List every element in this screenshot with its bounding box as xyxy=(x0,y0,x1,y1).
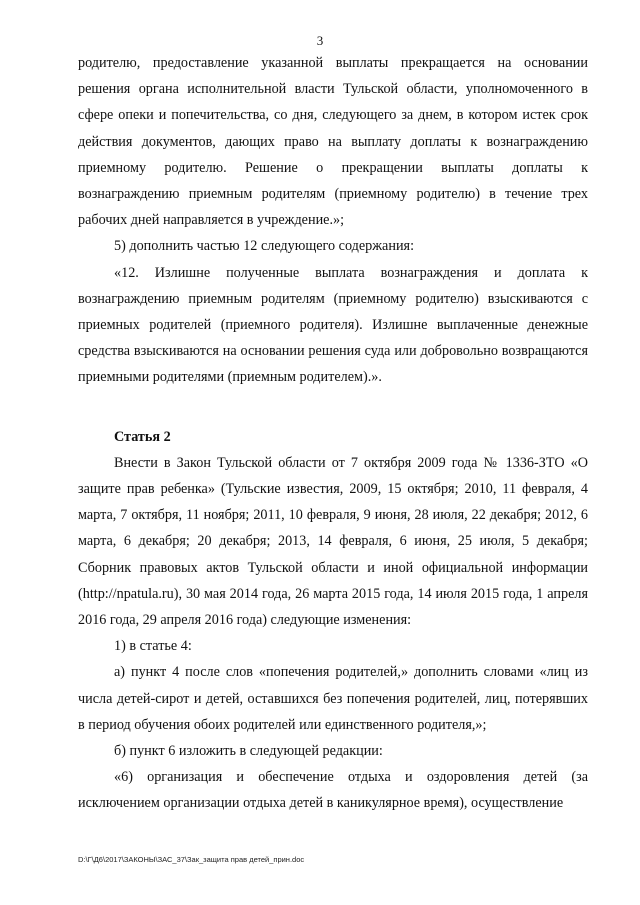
paragraph-part-12: «12. Излишне полученные выплата вознаграждения и доплата к вознаграждению приемным родителям (приемному родителю) взыскиваются с приемных родителей (приемного родителя). Излишне выплаченные денежные средства взыскиваются на основании решения суда или добровольно возвращаются приемными родителями (приемным родителем).». xyxy=(78,264,588,386)
paragraph-item-5: 5) дополнить частью 12 следующего содержания: xyxy=(114,238,415,255)
paragraph-continuation: родителю, предоставление указанной выплаты прекращается на основании решения органа исполнительной власти Тульской области, уполномоченного в сфере опеки и попечительства, со дня, следующего за днем, в котором истек срок действия документов, дающих право на выплату доплаты к вознаграждению приемному родителю. Решение о прекращении выплаты доплаты к вознаграждению приемным родителям (приемному родителю) в течение трех рабочих дней направляется в учреждение.»; xyxy=(78,55,588,229)
article-heading: Статья 2 xyxy=(114,428,171,445)
paragraph-point-4: а) пункт 4 после слов «попечения родителей,» дополнить словами «лиц из числа детей-сирот и детей, оставшихся без попечения родителей, лиц, потерявших в период обучения обоих родителей или единственного родителя,»; xyxy=(78,664,588,733)
paragraph-amendment-intro: Внести в Закон Тульской области от 7 октября 2009 года № 1336-ЗТО «О защите прав ребенка» (Тульские известия, 2009, 15 октября; 2010, 11 февраля, 4 марта, 7 октября, 11 ноября; 2011, 10 февраля, 9 июня, 28 июля, 22 декабря; 2012, 6 марта, 6 декабря; 20 декабря; 2013, 14 февраля, 6 июня, 25 июля, 5 декабря; Сборник правовых актов Тульской области и иной официальной информации (http://npatula.ru), 30 мая 2014 года, 26 марта 2015 года, 14 июля 2015 года, 1 апреля 2016 года, 29 апреля 2016 года) следующие изменения: xyxy=(78,454,588,629)
paragraph-point-6-text: «6) организация и обеспечение отдыха и оздоровления детей (за исключением организации отдыха детей в каникулярное время), осуществление xyxy=(78,769,588,812)
page-number: 3 xyxy=(316,33,324,48)
footer-file-path: D:\Г\Д6\2017\ЗАКОНЫ\ЗАС_37\Зак_защита прав детей_прин.doc xyxy=(78,855,305,864)
paragraph-article-4: 1) в статье 4: xyxy=(114,638,192,655)
section-gap xyxy=(78,391,588,424)
document-body xyxy=(78,50,588,817)
paragraph-point-6: б) пункт 6 изложить в следующей редакции: xyxy=(114,743,383,760)
